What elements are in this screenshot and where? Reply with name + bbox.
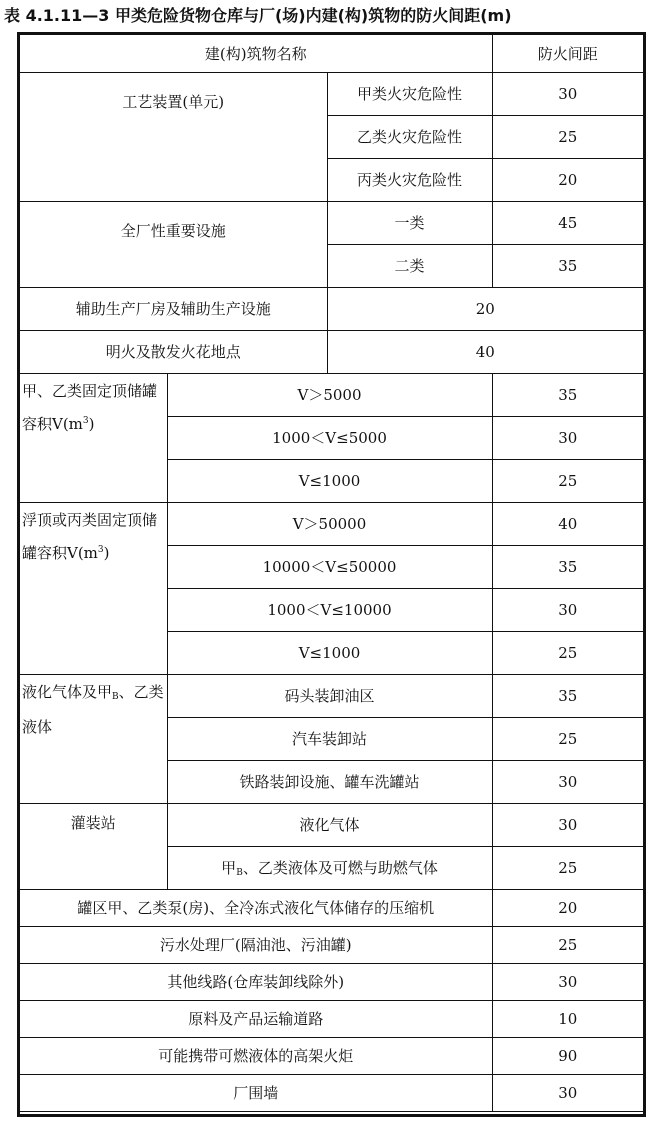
row-value: 30 — [492, 416, 643, 459]
fire-distance-table — [17, 32, 646, 1117]
row-value: 30 — [492, 803, 643, 846]
row-sub: 铁路装卸设施、罐车洗罐站 — [167, 760, 492, 803]
row-name: 明火及散发火花地点 — [20, 330, 327, 373]
row-name: 罐区甲、乙类泵(房)、全冷冻式液化气体储存的压缩机 — [20, 889, 492, 926]
table-row — [20, 1000, 643, 1037]
header-name: 建(构)筑物名称 — [20, 35, 492, 72]
row-value: 25 — [492, 926, 643, 963]
row-name: 原料及产品运输道路 — [20, 1000, 492, 1037]
row-value: 30 — [492, 72, 643, 115]
table-row — [20, 674, 643, 717]
row-sub: V≤1000 — [167, 459, 492, 502]
filling-label: 灌装站 — [20, 803, 167, 889]
row-value: 25 — [492, 717, 643, 760]
row-value: 30 — [492, 1074, 643, 1111]
process-label: 工艺装置(单元) — [20, 72, 327, 201]
liquefied-label: 液化气体及甲$_B$、乙类液体 — [20, 674, 167, 803]
row-sub: 1000＜V≤5000 — [167, 416, 492, 459]
row-sub: 汽车装卸站 — [167, 717, 492, 760]
table-row — [20, 330, 643, 373]
row-value: 25 — [492, 459, 643, 502]
table-title: 表 4.1.11—3 甲类危险货物仓库与厂(场)内建(构)筑物的防火间距(m) — [4, 6, 512, 25]
table-row — [20, 1037, 643, 1074]
row-value: 30 — [492, 963, 643, 1000]
row-sub: 10000＜V≤50000 — [167, 545, 492, 588]
row-sub: 乙类火灾危险性 — [327, 115, 492, 158]
table-row — [20, 72, 643, 115]
row-sub: 码头装卸油区 — [167, 674, 492, 717]
row-sub: V≤1000 — [167, 631, 492, 674]
row-value: 30 — [492, 588, 643, 631]
row-value: 20 — [492, 889, 643, 926]
row-sub: 液化气体 — [167, 803, 492, 846]
row-name: 可能携带可燃液体的高架火炬 — [20, 1037, 492, 1074]
row-value: 35 — [492, 373, 643, 416]
header-distance: 防火间距 — [492, 35, 643, 72]
row-sub: 二类 — [327, 244, 492, 287]
table-row — [20, 963, 643, 1000]
table-row — [20, 926, 643, 963]
row-sub: 甲$_B$、乙类液体及可燃与助燃气体 — [167, 846, 492, 889]
row-value: 35 — [492, 545, 643, 588]
table-row — [20, 201, 643, 244]
row-value: 90 — [492, 1037, 643, 1074]
header-row — [20, 35, 643, 72]
table-row — [20, 287, 643, 330]
row-sub: 1000＜V≤10000 — [167, 588, 492, 631]
row-name: 污水处理厂(隔油池、污油罐) — [20, 926, 492, 963]
important-label: 全厂性重要设施 — [20, 201, 327, 287]
table-row — [20, 803, 643, 846]
row-sub: 甲类火灾危险性 — [327, 72, 492, 115]
row-value: 35 — [492, 244, 643, 287]
row-value: 40 — [492, 502, 643, 545]
row-value: 30 — [492, 760, 643, 803]
table-row — [20, 889, 643, 926]
row-value: 25 — [492, 631, 643, 674]
row-value: 20 — [327, 287, 643, 330]
row-sub: 一类 — [327, 201, 492, 244]
row-sub: V＞50000 — [167, 502, 492, 545]
row-value: 35 — [492, 674, 643, 717]
table-row — [20, 502, 643, 545]
float-tank-label: 浮顶或丙类固定顶储罐容积$V(m^3)$ — [20, 502, 167, 674]
row-name: 厂围墙 — [20, 1074, 492, 1111]
table-row — [20, 1074, 643, 1111]
row-name: 其他线路(仓库装卸线除外) — [20, 963, 492, 1000]
row-value: 20 — [492, 158, 643, 201]
row-value: 10 — [492, 1000, 643, 1037]
fixed-tank-label: 甲、乙类固定顶储罐容积$V(m^3)$ — [20, 373, 167, 502]
row-value: 45 — [492, 201, 643, 244]
row-sub: 丙类火灾危险性 — [327, 158, 492, 201]
row-value: 40 — [327, 330, 643, 373]
row-value: 25 — [492, 115, 643, 158]
table-row — [20, 373, 643, 416]
row-sub: V＞5000 — [167, 373, 492, 416]
row-name: 辅助生产厂房及辅助生产设施 — [20, 287, 327, 330]
row-value: 25 — [492, 846, 643, 889]
